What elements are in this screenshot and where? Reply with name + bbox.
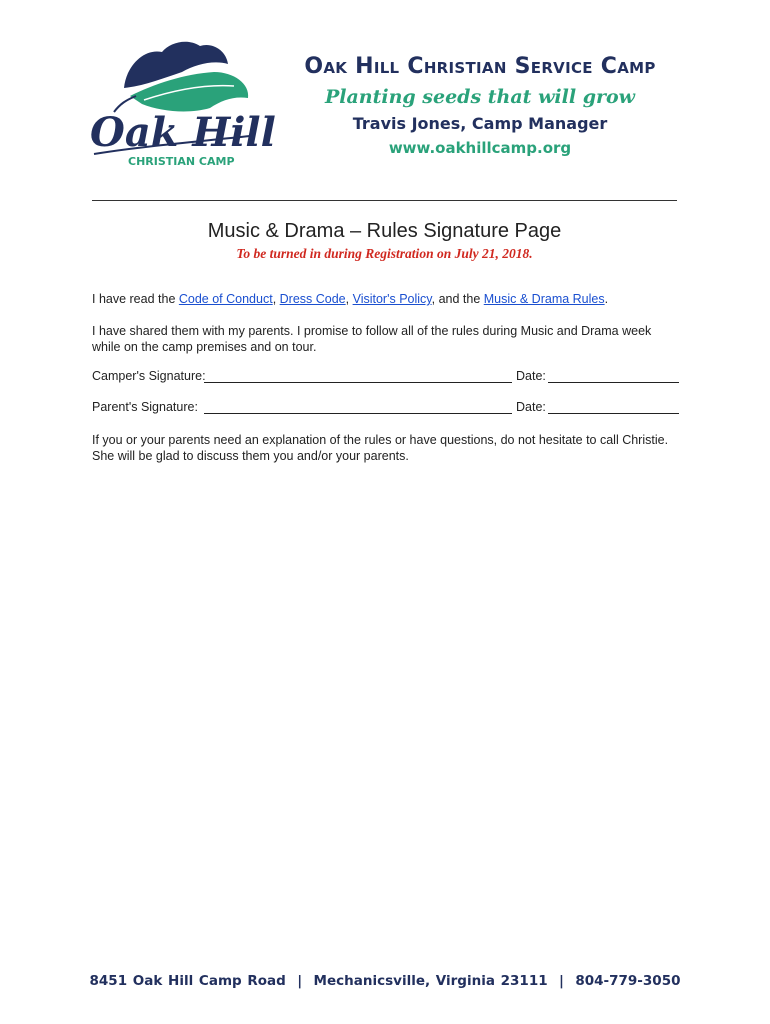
logo-subword: CHRISTIAN CAMP <box>128 155 235 168</box>
camper-signature-label: Camper's Signature: <box>92 369 206 383</box>
footer-address: 8451 Oak Hill Camp Road | Mechanicsville, Virginia 23111 | 804-779-3050 <box>89 973 681 989</box>
parent-date-label: Date: <box>516 400 546 414</box>
separator: , and the <box>431 292 484 306</box>
dress-code-link[interactable]: Dress Code <box>279 292 346 306</box>
parent-signature-label: Parent's Signature: <box>92 400 198 414</box>
header-divider <box>92 200 677 201</box>
separator: , <box>345 292 353 306</box>
parent-date-line[interactable] <box>548 413 679 414</box>
promise-statement: I have shared them with my parents. I promise to follow all of the rules during Music and Drama week while on the camp premises and on tour. <box>92 324 652 354</box>
code-of-conduct-link[interactable]: Code of Conduct <box>178 292 273 306</box>
statement-prefix: I have read the <box>92 292 179 306</box>
camp-name: Oak Hill Christian Service Camp <box>304 54 656 79</box>
parent-signature-row <box>92 400 682 418</box>
registration-note: To be turned in during Registration on July 21, 2018. <box>236 246 533 261</box>
statement-suffix: . <box>604 292 609 306</box>
logo-wordmark: Oak Hill <box>90 109 276 156</box>
oak-leaf-logo-graphic <box>84 38 276 170</box>
oak-hill-logo <box>84 38 276 170</box>
camper-date-label: Date: <box>516 369 546 383</box>
camper-date-line[interactable] <box>548 382 679 383</box>
camper-signature-row <box>92 369 682 387</box>
camp-tagline: Planting seeds that will grow <box>324 86 636 108</box>
separator: , <box>272 292 280 306</box>
camper-signature-line[interactable] <box>204 382 512 383</box>
visitors-policy-link[interactable]: Visitor's Policy <box>352 292 432 306</box>
read-rules-statement <box>92 291 677 307</box>
parent-signature-line[interactable] <box>204 413 512 414</box>
camp-website: www.oakhillcamp.org <box>388 139 572 157</box>
questions-note: If you or your parents need an explanation of the rules or have questions, do not hesitate to call Christie. She will be glad to discuss them you and/or your parents. <box>92 433 669 463</box>
camp-manager: Travis Jones, Camp Manager <box>352 114 608 133</box>
music-drama-rules-link[interactable]: Music & Drama Rules <box>483 292 605 306</box>
page-title: Music & Drama – Rules Signature Page <box>207 220 562 242</box>
